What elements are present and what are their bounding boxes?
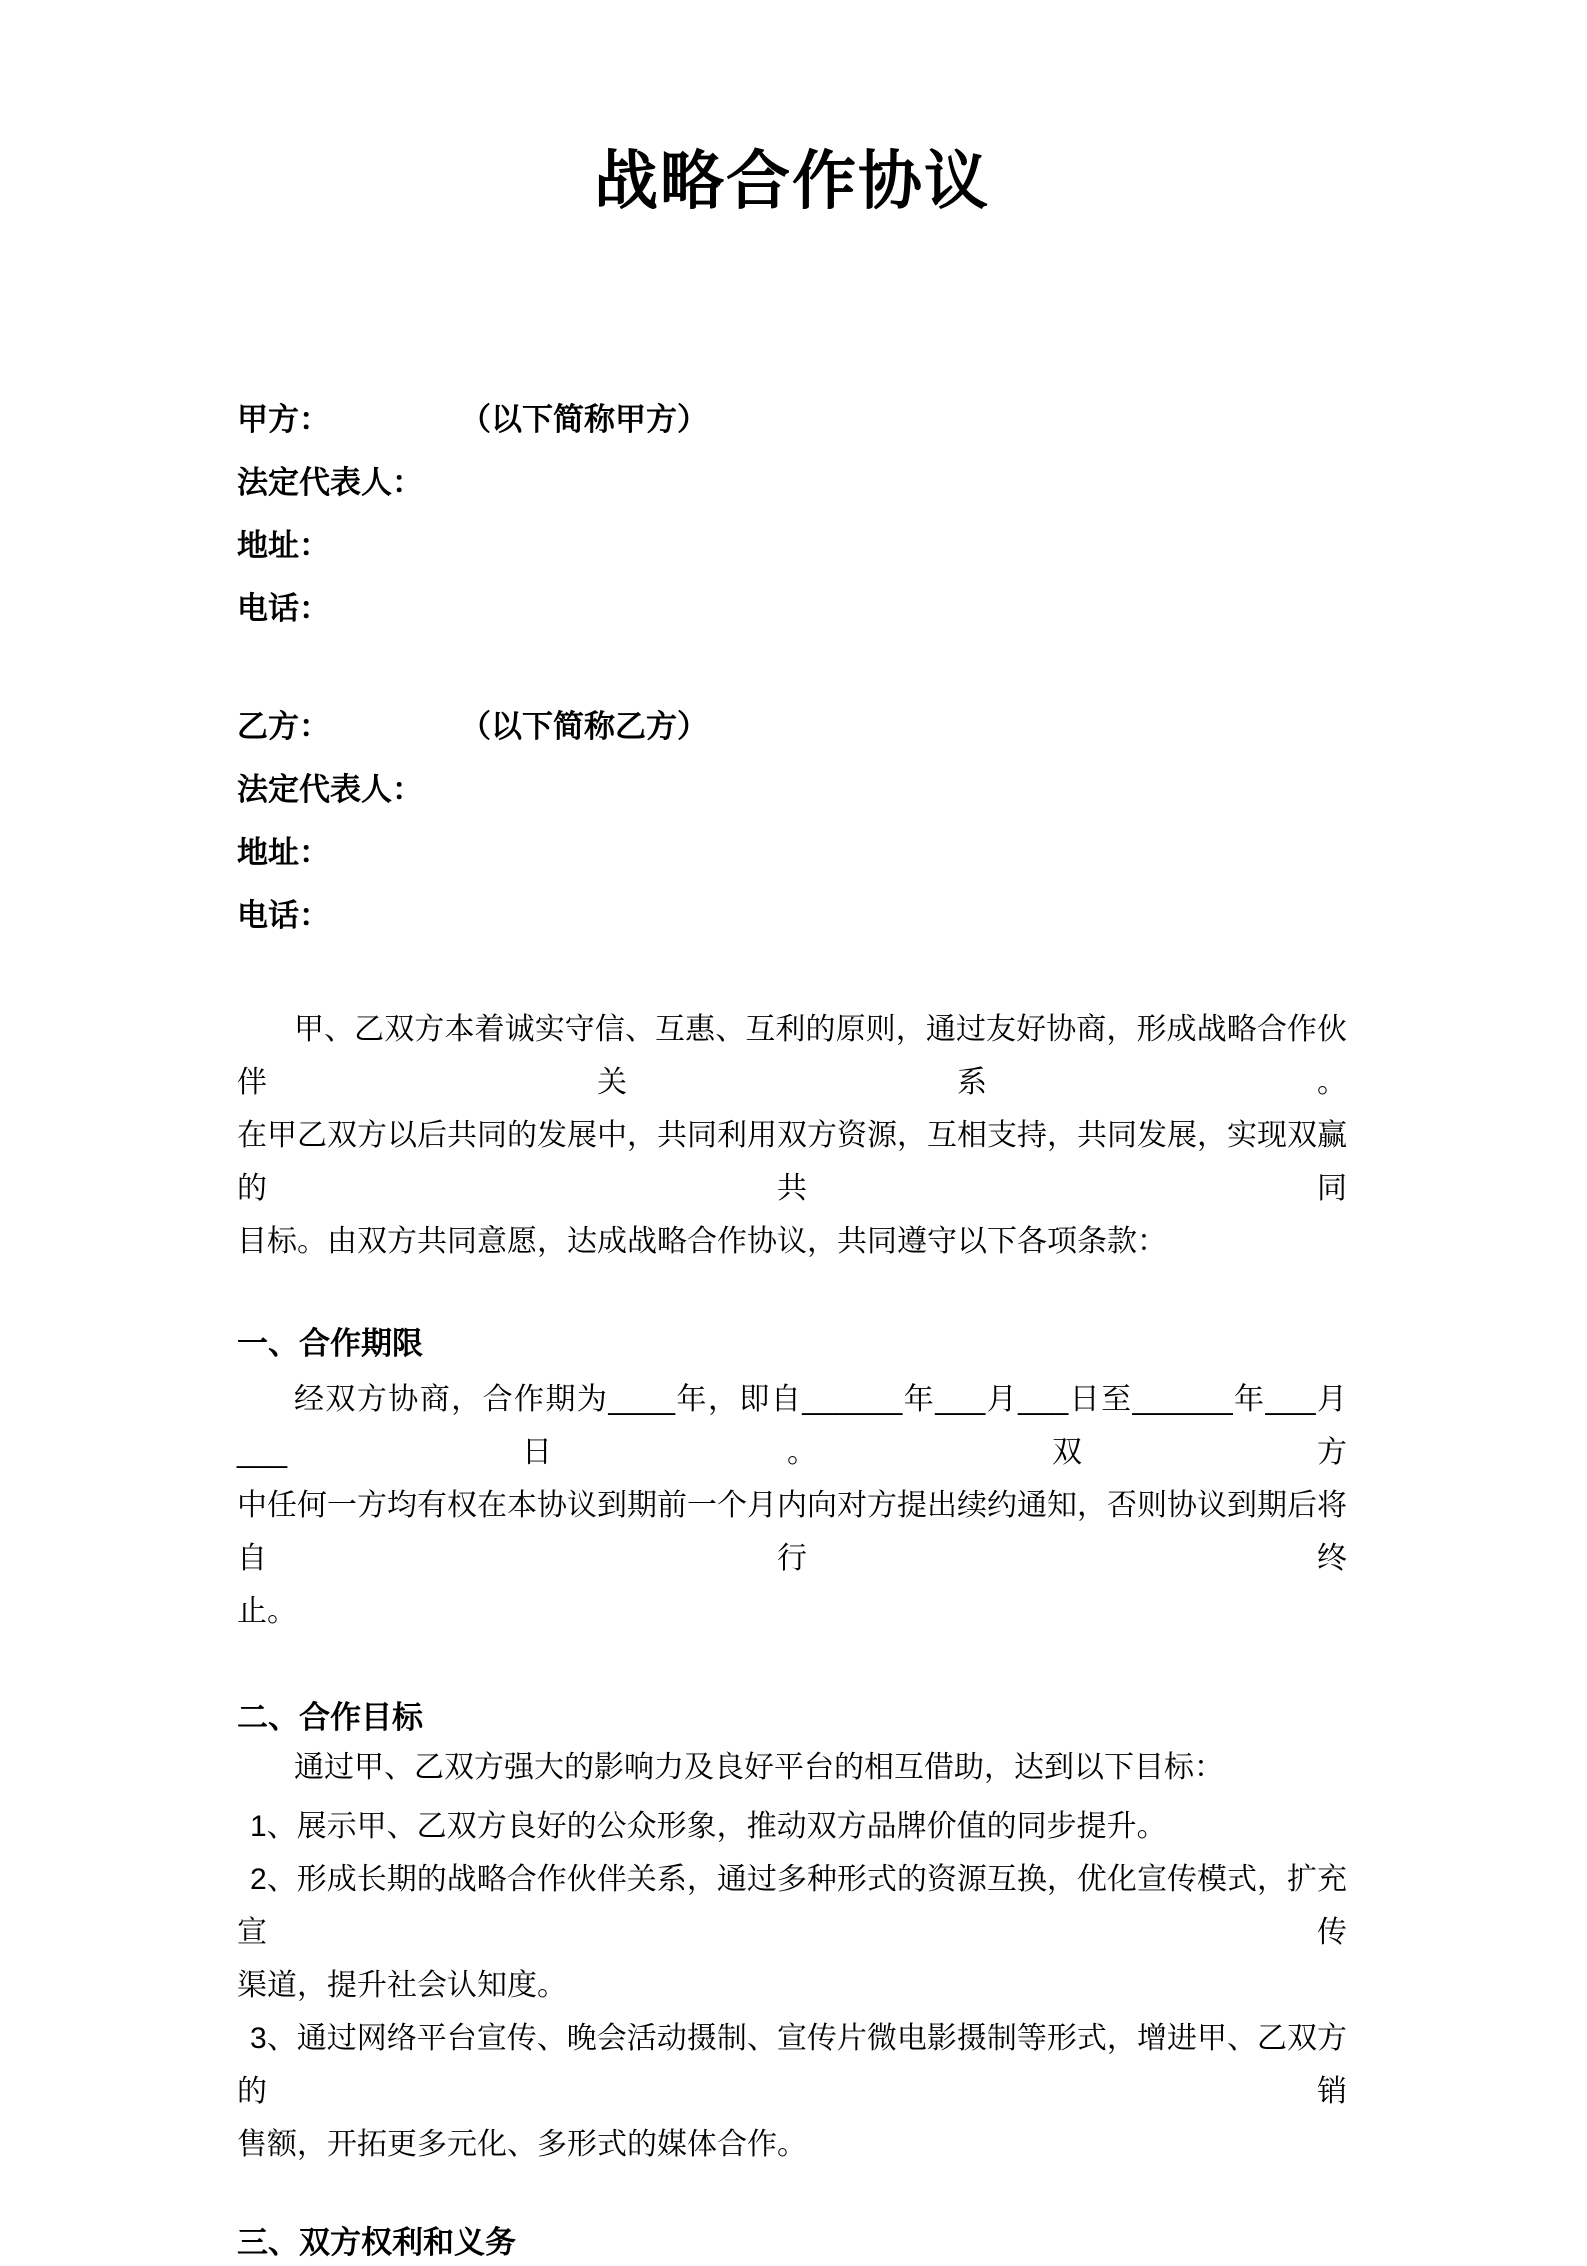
intro-paragraph — [237, 1003, 1347, 1268]
party-a-note: （以下简称甲方） — [460, 402, 708, 437]
section-1-body — [237, 1373, 1347, 1638]
text-line: 通过甲、乙双方强大的影响力及良好平台的相互借助，达到以下目标： — [294, 1751, 1224, 1784]
party-b-block — [237, 695, 1347, 947]
section-2-item-1 — [237, 1800, 1347, 1853]
text-line: 1、展示甲、乙双方良好的公众形象，推动双方品牌价值的同步提升。 — [250, 1810, 1167, 1843]
section-2-lead — [237, 1741, 1347, 1794]
party-b-legal-rep-line: 法定代表人： — [237, 772, 423, 807]
party-b-label: 乙方： — [237, 709, 330, 744]
text-line: 甲、乙双方本着诚实守信、互惠、互利的原则，通过友好协商，形成战略合作伙伴关系。 — [237, 1013, 1347, 1099]
text-line: 在甲乙双方以后共同的发展中，共同利用双方资源，互相支持，共同发展，实现双赢的共同 — [237, 1119, 1347, 1205]
party-b-name-line — [237, 695, 1347, 758]
text-line: 售额，开拓更多元化、多形式的媒体合作。 — [237, 2128, 807, 2161]
text-line: 渠道，提升社会认知度。 — [237, 1969, 567, 2002]
party-a-block — [237, 388, 1347, 640]
section-3-heading: 三、双方权利和义务 — [237, 2225, 516, 2260]
text-line: 止。 — [237, 1595, 297, 1628]
text-line: 中任何一方均有权在本协议到期前一个月内向对方提出续约通知，否则协议到期后将自行终 — [237, 1489, 1347, 1575]
party-b-phone-line: 电话： — [237, 898, 330, 933]
text-line: 3、通过网络平台宣传、晚会活动摄制、宣传片微电影摄制等形式，增进甲、乙双方的销 — [237, 2022, 1347, 2108]
party-b-address-line: 地址： — [237, 835, 330, 870]
section-2-heading: 二、合作目标 — [237, 1700, 423, 1735]
party-a-label: 甲方： — [237, 402, 330, 437]
text-line: 2、形成长期的战略合作伙伴关系，通过多种形式的资源互换，优化宣传模式，扩充宣传 — [237, 1863, 1347, 1949]
page-title: 战略合作协议 — [594, 145, 990, 217]
party-a-name-line — [237, 388, 1347, 451]
section-2-item-3 — [237, 2012, 1347, 2171]
text-line: 目标。由双方共同意愿，达成战略合作协议，共同遵守以下各项条款： — [237, 1225, 1167, 1258]
party-a-address-line: 地址： — [237, 528, 330, 563]
party-b-note: （以下简称乙方） — [460, 709, 708, 744]
text-line: 经双方协商，合作期为____年，即自______年___月___日至______年___月___日。双方 — [237, 1383, 1347, 1469]
section-1-heading: 一、合作期限 — [237, 1326, 423, 1361]
section-2-item-2 — [237, 1853, 1347, 2012]
party-a-legal-rep-line: 法定代表人： — [237, 465, 423, 500]
party-a-phone-line: 电话： — [237, 591, 330, 626]
